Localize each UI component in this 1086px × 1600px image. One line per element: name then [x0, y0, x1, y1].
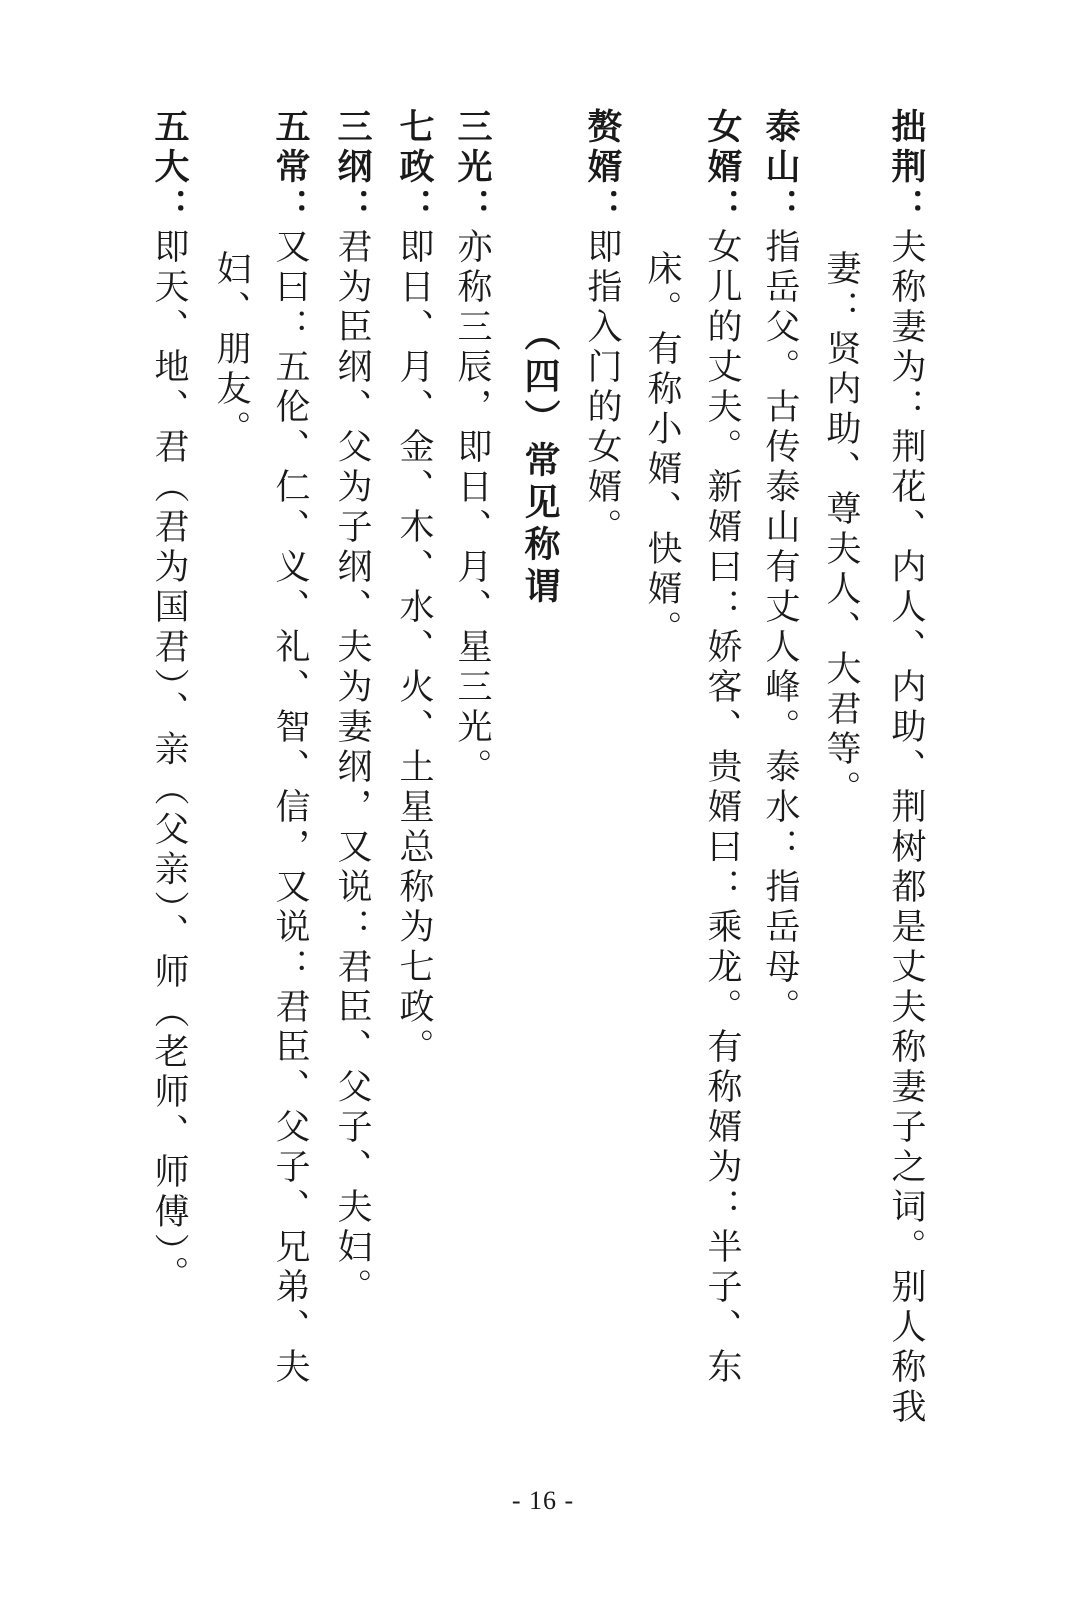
definition-sangang: 君为臣纲、父为子纲、夫为妻纲，又说：君臣、父子、夫妇。 [332, 228, 372, 1308]
term-wuda: 五大： [149, 108, 189, 228]
entry-zhuojing-line2 [819, 250, 863, 810]
entry-wuchang-line2 [209, 250, 253, 450]
entry-qizheng [392, 108, 436, 1068]
term-zhuixu: 赘婿： [582, 108, 622, 228]
entry-wuchang-line1 [268, 108, 312, 1388]
entry-nvxu-line1 [700, 108, 744, 1388]
term-taishan: 泰山： [760, 108, 800, 228]
term-qizheng: 七政： [394, 108, 434, 228]
term-sanguang: 三光： [452, 108, 492, 228]
entry-wuda [147, 108, 191, 1296]
entry-sanguang [450, 108, 494, 788]
entry-nvxu-line2 [640, 250, 684, 650]
definition-sanguang: 亦称三辰，即日、月、星三光。 [452, 228, 492, 788]
entry-zhuojing-line1 [884, 108, 928, 1428]
definition-wuda: 即天、地、君（君为国君）、亲（父亲）、师（老师、师傅）。 [149, 228, 189, 1296]
definition-zhuixu: 即指入门的女婿。 [582, 228, 622, 548]
section-heading: （四）常见称谓 [519, 315, 560, 609]
entry-zhuixu [580, 108, 624, 548]
entry-sangang [330, 108, 374, 1308]
page-number: - 16 - [511, 1486, 575, 1515]
definition-nvxu-cont: 床。有称小婿、快婿。 [642, 250, 682, 650]
definition-nvxu: 女儿的丈夫。新婿曰：娇客、贵婿曰：乘龙。有称婿为：半子、东 [702, 228, 742, 1388]
definition-zhuojing: 夫称妻为：荆花、内人、内助、荆树都是丈夫称妻子之词。别人称我 [886, 228, 926, 1428]
definition-wuchang: 又曰：五伦、仁、义、礼、智、信，又说：君臣、父子、兄弟、夫 [270, 228, 310, 1388]
definition-zhuojing-cont: 妻：贤内助、尊夫人、大君等。 [821, 250, 861, 810]
term-nvxu: 女婿： [702, 108, 742, 228]
definition-taishan: 指岳父。古传泰山有丈人峰。泰水：指岳母。 [760, 228, 800, 1028]
term-zhuojing: 拙荆： [886, 108, 926, 228]
term-wuchang: 五常： [270, 108, 310, 228]
term-sangang: 三纲： [332, 108, 372, 228]
definition-qizheng: 即日、月、金、木、水、火、土星总称为七政。 [394, 228, 434, 1068]
entry-taishan [758, 108, 802, 1028]
definition-wuchang-cont: 妇、朋友。 [211, 250, 251, 450]
